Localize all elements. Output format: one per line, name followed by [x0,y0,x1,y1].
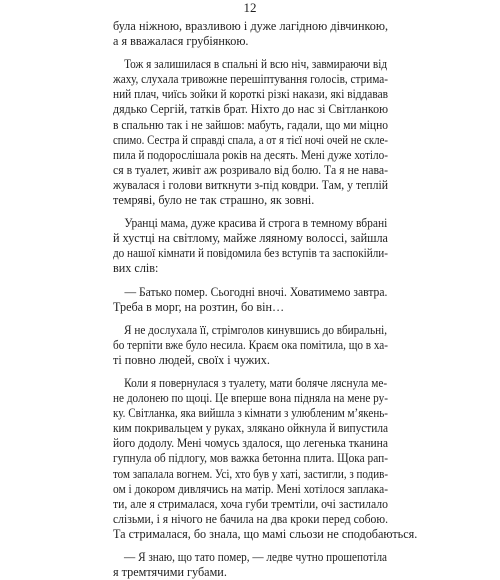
text-line: до нашої кімнати й повідомила без вступів та заспокійли- [113,246,388,261]
text-line: вих слів: [113,261,159,276]
paragraph-gap [113,49,388,57]
text-line: Треба в морг, на розтин, бо він… [113,299,285,314]
text-line: дядько Сергій, татків брат. Ніхто до нас зі Світланкою [113,102,388,117]
text-line: ку. Світланка, яка вийшла з кімнати з улюбленим м’якень- [113,406,388,421]
text-line: жувалася і голови виткнути з-під ковдри. Там, у теплій [113,177,389,192]
text-line: гупнула об підлогу, мов важка бетонна плита. Щока рап- [113,451,389,466]
text-line: — Я знаю, що тато помер, — ледве чутно прошепотіла [124,550,388,564]
text-line: Уранці мама, дуже красива й строга в темному вбрані [124,216,388,231]
text-line: Та стрималася, бо знала, що мамі сльози не сподобаються. [113,526,418,541]
text-line: Тож я залишилася в спальні й всю ніч, завмираючи від [124,57,388,72]
paragraph-gap [113,542,388,550]
text-line: спимо. Сестра й справді спала, а от я тієї ночі очей не скле- [113,132,389,147]
body-text [113,19,418,580]
text-line: була ніжною, вразливою і дуже лагідною дівчинкою, [113,19,389,33]
text-line: пила й подорослішала років на десять. Мені дуже хотіло- [113,147,389,162]
text-line: в спальню так і не зайшов: мабуть, гадали, що ми міцно [113,117,389,132]
text-line: не долонею по щоці. Це вперше вона підняла на мене ру- [113,391,389,406]
text-line: Коли я повернулася з туалету, мати боляче ляснула ме- [124,375,388,390]
paragraph-gap [113,368,388,376]
text-line: ти, але я стрималася, хоча губи тремтіли, очі застилало [113,496,388,511]
text-line: жаху, слухала тривожне перешіптування голосів, стрима- [113,72,389,87]
text-line: ний плач, чиїсь зойки й короткі різкі накази, які віддавав [113,87,388,102]
text-line: його додолу. Мені чомусь здалося, що легенька тканина [113,436,388,451]
text-line: ким покривальцем у руках, злякано ойкнула й випустила [113,421,388,436]
text-line: ся в туалет, живіт аж розривало від болю. Та я не нава- [113,162,389,177]
text-line: темряві, було не так страшно, як зовні. [113,193,315,208]
text-line: а я вважалася грубіянкою. [113,34,249,49]
text-line: я тремтячими губами. [113,565,227,580]
paragraph-gap [113,208,388,216]
text-line: слізьми, і я нічого не бачила на два кроки перед собою. [113,511,388,526]
text-line: й хустці на світлому, майже ляяному волоссі, зайшла [113,231,388,246]
page-number: 12 [243,0,257,15]
text-line: ом і докором дивлячись на матір. Мені хотілося заплака- [113,481,389,496]
text-line: Я не дослухала її, стрімголов кинувшись до вбиральні, [124,322,388,337]
text-line: — Батько помер. Сьогодні вночі. Ховатимемо завтра. [124,284,388,299]
text-line: том запалала вогнем. Усі, хто був у хаті, застигли, з подив- [113,466,389,481]
paragraph-gap [113,315,388,323]
text-line: ті повно людей, своїх і чужих. [113,352,270,367]
text-line: бо терпіти вже було несила. Краєм ока помітила, що в ха- [113,337,389,352]
paragraph-gap [113,277,388,285]
